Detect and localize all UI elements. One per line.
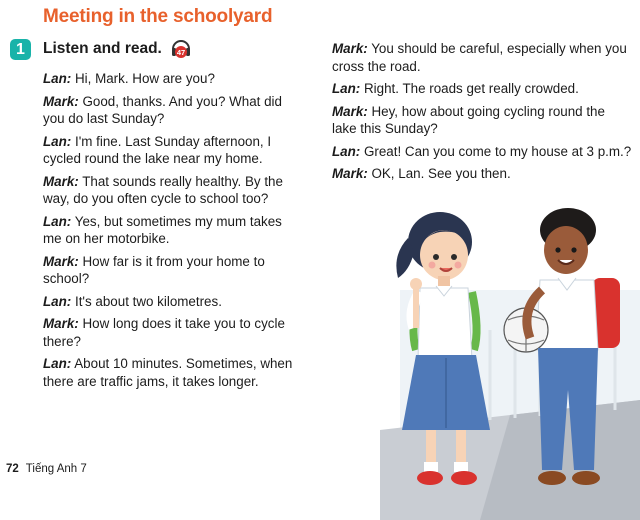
dialogue-text: About 10 minutes. Sometimes, when there are traffic jams, it takes longer. xyxy=(43,356,293,389)
dialogue-text: You should be careful, especially when you cross the road. xyxy=(332,41,627,74)
speaker-name: Lan: xyxy=(43,71,72,86)
dialogue-line xyxy=(332,165,632,183)
dialogue-column-right xyxy=(332,40,632,188)
dialogue-line xyxy=(43,173,293,208)
speaker-name: Mark: xyxy=(43,316,79,331)
dialogue-column-left xyxy=(43,70,293,395)
dialogue-text: Right. The roads get really crowded. xyxy=(360,81,579,96)
dialogue-line xyxy=(43,355,293,390)
dialogue-text: Yes, but sometimes my mum takes me on her motorbike. xyxy=(43,213,282,246)
page-number: 72 xyxy=(6,463,19,475)
dialogue-line xyxy=(332,80,632,98)
speaker-name: Mark: xyxy=(43,253,79,269)
dialogue-line xyxy=(332,40,632,75)
speaker-name: Lan: xyxy=(43,293,72,309)
two-students-walking-illustration xyxy=(380,200,640,520)
speaker-name: Lan: xyxy=(43,213,72,229)
speaker-name: Lan: xyxy=(332,143,361,159)
dialogue-text: Good, thanks. And you? What did you do last Sunday? xyxy=(43,93,282,126)
dialogue-line xyxy=(43,133,293,168)
audio-track-icon[interactable] xyxy=(170,39,192,59)
dialogue-text: How long does it take you to cycle there? xyxy=(43,316,285,349)
section-heading: Listen and read. xyxy=(43,40,162,57)
dialogue-text: I'm fine. Last Sunday afternoon, I cycled round the lake near my home. xyxy=(43,133,272,166)
dialogue-line xyxy=(43,253,293,288)
speaker-name: Mark: xyxy=(43,93,79,109)
speaker-name: Lan: xyxy=(332,81,361,96)
dialogue-text: It's about two kilometres. xyxy=(71,293,222,309)
speaker-name: Mark: xyxy=(43,173,79,189)
dialogue-line xyxy=(43,70,293,88)
speaker-name: Mark: xyxy=(332,166,368,181)
page-footer xyxy=(6,463,87,475)
section-number-badge: 1 xyxy=(10,39,31,60)
dialogue-line xyxy=(332,143,632,161)
dialogue-line xyxy=(43,315,293,350)
speaker-name: Lan: xyxy=(43,133,72,149)
dialogue-text: Great! Can you come to my house at 3 p.m.? xyxy=(360,143,632,159)
speaker-name: Lan: xyxy=(43,356,72,371)
book-title: Tiếng Anh 7 xyxy=(25,463,87,475)
dialogue-line xyxy=(332,103,632,138)
dialogue-text: Hey, how about going cycling round the lake this Sunday? xyxy=(332,103,605,136)
dialogue-text: Hi, Mark. How are you? xyxy=(71,71,215,86)
dialogue-text: OK, Lan. See you then. xyxy=(367,166,511,181)
audio-track-number: 47 xyxy=(176,48,186,57)
page-title: Meeting in the schoolyard xyxy=(43,6,273,27)
dialogue-line xyxy=(43,93,293,128)
speaker-name: Mark: xyxy=(332,41,368,56)
dialogue-text: How far is it from your home to school? xyxy=(43,253,265,286)
dialogue-line xyxy=(43,213,293,248)
dialogue-text: That sounds really healthy. By the way, do you often cycle to school too? xyxy=(43,173,283,206)
dialogue-line xyxy=(43,293,293,311)
speaker-name: Mark: xyxy=(332,103,368,119)
